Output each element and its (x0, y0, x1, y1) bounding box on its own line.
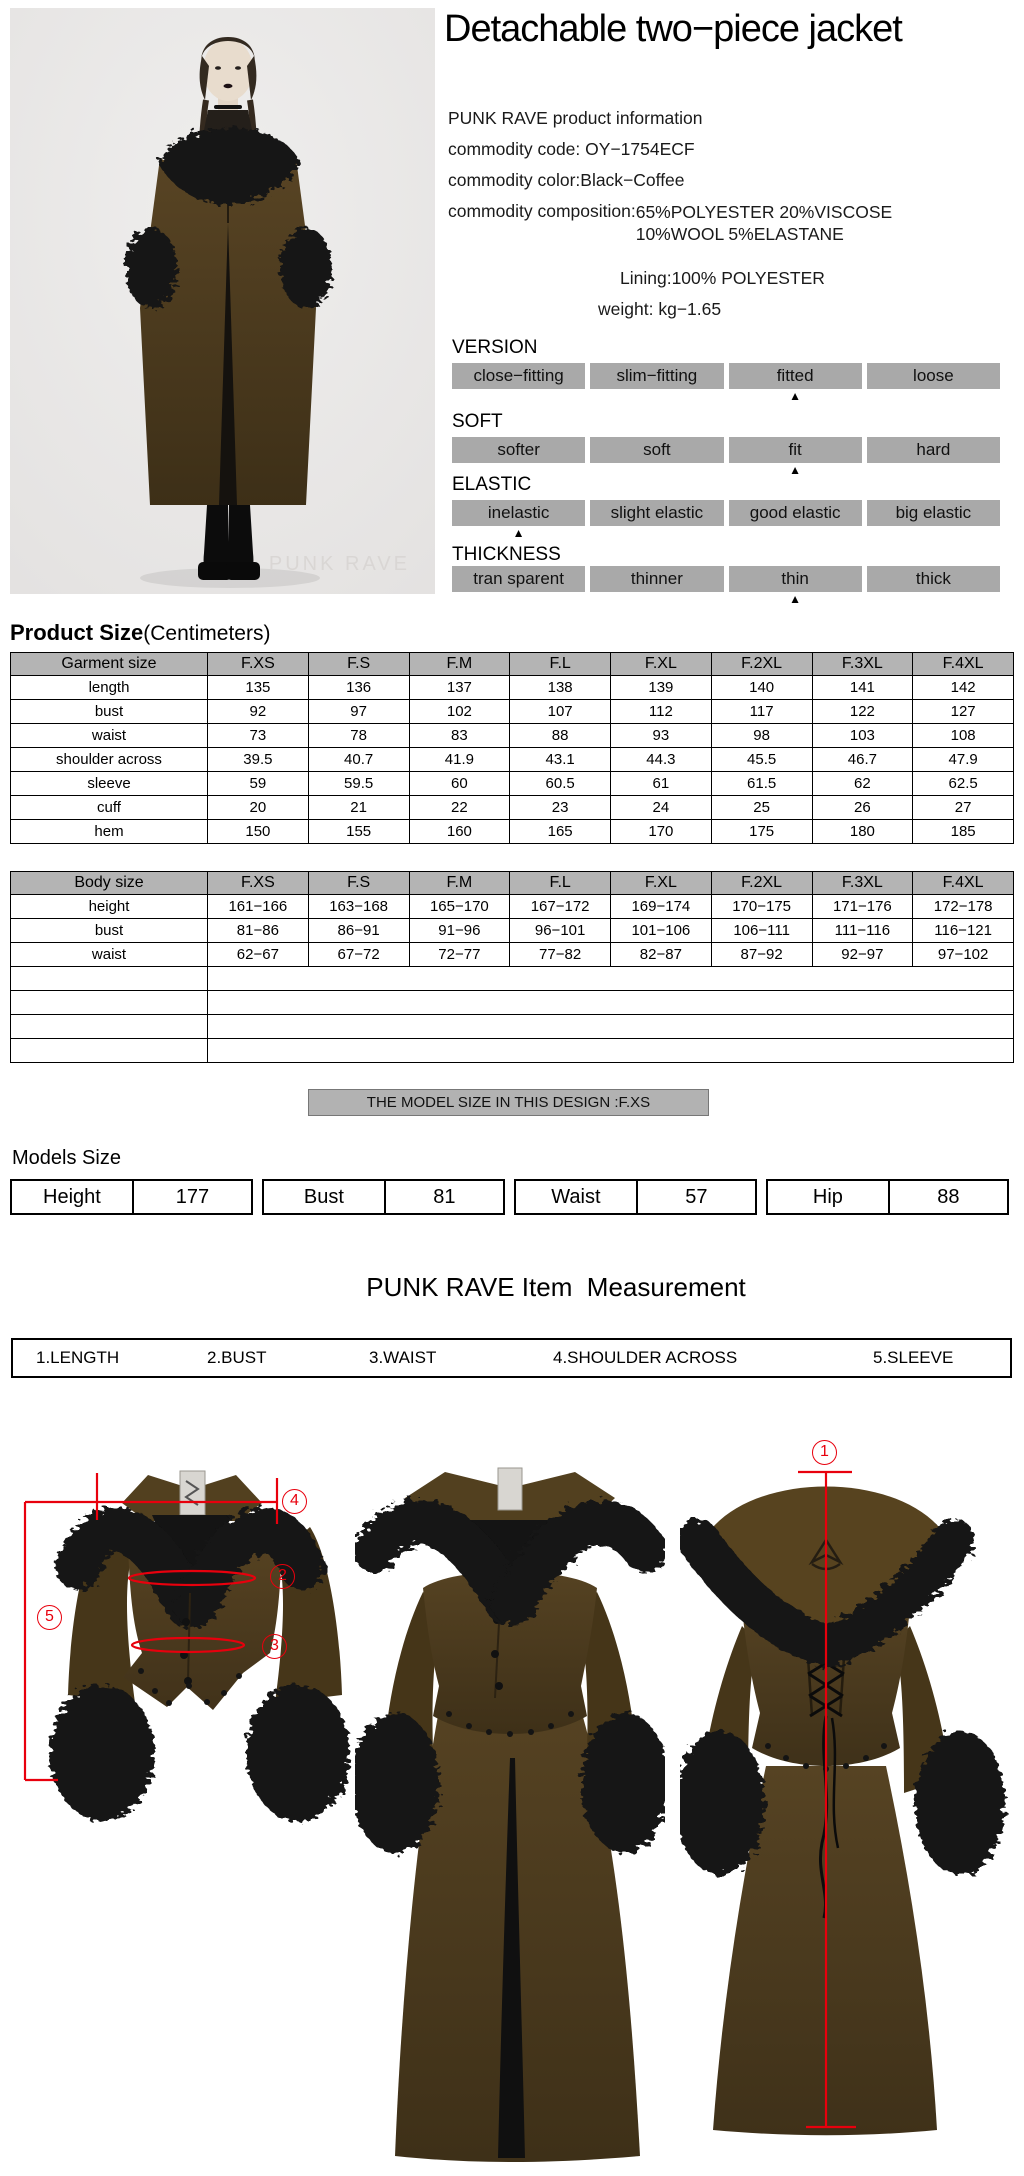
size-title-paren: (Centimeters) (143, 622, 271, 645)
attr-marker-row-soft (452, 464, 1000, 478)
fur-cuff-left (125, 228, 177, 308)
size-cell: 135 (208, 676, 309, 700)
coat-back-image (680, 1448, 1024, 2176)
attr-bar-thickness (452, 566, 1000, 592)
size-column-header: F.M (409, 872, 510, 895)
size-cell: 62 (812, 772, 913, 796)
row-label (11, 991, 208, 1015)
attr-option: inelastic (452, 500, 585, 526)
eye-right (235, 66, 241, 70)
table-row (11, 919, 1014, 943)
info-lining (620, 268, 825, 289)
model-size-banner: THE MODEL SIZE IN THIS DESIGN :F.XS (308, 1089, 709, 1116)
row-label: sleeve (11, 772, 208, 796)
jacket-fur-cuff-right (246, 1685, 350, 1821)
size-cell: 155 (308, 820, 409, 844)
size-cell: 167−172 (510, 895, 611, 919)
size-cell: 21 (308, 796, 409, 820)
garment-size-table (10, 652, 1014, 844)
table-row (11, 772, 1014, 796)
empty-cell (208, 1039, 1014, 1063)
table-header-label: Body size (11, 872, 208, 895)
attr-option: thin (729, 566, 862, 592)
size-cell: 88 (510, 724, 611, 748)
info-weight (598, 299, 721, 320)
legend-waist: 3.WAIST (369, 1348, 437, 1367)
size-cell: 62.5 (913, 772, 1014, 796)
attr-bar-elastic (452, 500, 1000, 526)
jacket-fur-cuff-left (50, 1685, 154, 1821)
fur-cuff-right (280, 228, 332, 308)
legend-length: 1.LENGTH (36, 1348, 120, 1367)
attr-option: fitted (729, 363, 862, 389)
size-cell: 111−116 (812, 919, 913, 943)
size-cell: 122 (812, 700, 913, 724)
model-size-label: Bust (264, 1181, 386, 1213)
size-section-title (10, 620, 270, 646)
composition-label: commodity composition: (448, 201, 636, 221)
table-row (11, 1039, 1014, 1063)
size-column-header: F.XL (611, 653, 712, 676)
size-cell: 61 (611, 772, 712, 796)
size-cell: 127 (913, 700, 1014, 724)
model-size-value: 177 (175, 1186, 210, 1208)
size-cell: 41.9 (409, 748, 510, 772)
platform-sole-right (226, 562, 260, 580)
attr-option: soft (590, 437, 723, 463)
size-cell: 67−72 (308, 943, 409, 967)
size-cell: 163−168 (308, 895, 409, 919)
size-cell: 39.5 (208, 748, 309, 772)
empty-cell (208, 1015, 1014, 1039)
size-cell: 112 (611, 700, 712, 724)
empty-cell (208, 967, 1014, 991)
size-cell: 43.1 (510, 748, 611, 772)
size-cell: 108 (913, 724, 1014, 748)
size-column-header: F.S (308, 653, 409, 676)
callout-bust: 2 (270, 1564, 295, 1589)
attr-bar-soft (452, 437, 1000, 463)
model-size-label: Height (12, 1181, 134, 1213)
legend-shoulder: 4.SHOULDER ACROSS (553, 1348, 738, 1367)
size-cell: 97−102 (913, 943, 1014, 967)
size-cell: 91−96 (409, 919, 510, 943)
attr-option: softer (452, 437, 585, 463)
size-cell: 107 (510, 700, 611, 724)
size-cell: 47.9 (913, 748, 1014, 772)
size-cell: 22 (409, 796, 510, 820)
size-cell: 102 (409, 700, 510, 724)
selected-marker-icon: ▲ (789, 389, 802, 403)
size-cell: 103 (812, 724, 913, 748)
size-cell: 81−86 (208, 919, 309, 943)
size-cell: 137 (409, 676, 510, 700)
size-cell: 40.7 (308, 748, 409, 772)
size-cell: 169−174 (611, 895, 712, 919)
size-cell: 165 (510, 820, 611, 844)
photo-watermark: PUNK RAVE (268, 553, 410, 575)
size-cell: 170 (611, 820, 712, 844)
size-cell: 185 (913, 820, 1014, 844)
attr-option: hard (867, 437, 1000, 463)
row-label (11, 1039, 208, 1063)
attr-option: tran sparent (452, 566, 585, 592)
row-label: bust (11, 700, 208, 724)
weight-value: kg−1.65 (658, 299, 722, 319)
choker (214, 105, 242, 109)
attr-option: fit (729, 437, 862, 463)
attr-marker-row-version (452, 390, 1000, 404)
button (180, 1651, 188, 1659)
attr-marker-row-elastic (452, 527, 1000, 541)
attr-marker-row-thickness (452, 593, 1000, 607)
composition-line2: 10%WOOL 5%ELASTANE (635, 224, 844, 244)
size-cell: 140 (711, 676, 812, 700)
attr-bar-version (452, 363, 1000, 389)
size-cell: 61.5 (711, 772, 812, 796)
row-label: cuff (11, 796, 208, 820)
coat-fur-cuff-left (355, 1713, 439, 1853)
attr-name-soft: SOFT (452, 411, 503, 432)
size-cell: 161−166 (208, 895, 309, 919)
size-cell: 116−121 (913, 919, 1014, 943)
size-cell: 62−67 (208, 943, 309, 967)
models-size-heading: Models Size (12, 1147, 121, 1169)
table-row (11, 796, 1014, 820)
measurement-title: PUNK RAVE Item Measurement (366, 1272, 746, 1302)
legend-bust: 2.BUST (207, 1348, 267, 1367)
size-column-header: F.L (510, 872, 611, 895)
size-cell: 171−176 (812, 895, 913, 919)
size-cell: 97 (308, 700, 409, 724)
row-label: bust (11, 919, 208, 943)
size-cell: 96−101 (510, 919, 611, 943)
coat-fur-cuff-right (581, 1713, 665, 1853)
size-cell: 98 (711, 724, 812, 748)
table-header-row (11, 872, 1014, 895)
size-cell: 20 (208, 796, 309, 820)
size-cell: 60 (409, 772, 510, 796)
size-cell: 180 (812, 820, 913, 844)
size-cell: 172−178 (913, 895, 1014, 919)
table-header-label: Garment size (11, 653, 208, 676)
attr-option: big elastic (867, 500, 1000, 526)
attr-option: thinner (590, 566, 723, 592)
row-label: height (11, 895, 208, 919)
size-column-header: F.2XL (711, 653, 812, 676)
row-label: waist (11, 724, 208, 748)
model-photo-illustration (10, 8, 435, 594)
coat-tag (498, 1468, 522, 1510)
row-label: waist (11, 943, 208, 967)
callout-waist: 3 (262, 1634, 287, 1659)
size-cell: 24 (611, 796, 712, 820)
size-cell: 139 (611, 676, 712, 700)
color-label: commodity color: (448, 170, 581, 190)
size-title-bold: Product Size (10, 620, 144, 645)
table-row (11, 748, 1014, 772)
size-cell: 142 (913, 676, 1014, 700)
table-row (11, 820, 1014, 844)
model-size-label: Waist (516, 1181, 638, 1213)
size-cell: 170−175 (711, 895, 812, 919)
size-cell: 106−111 (711, 919, 812, 943)
face (203, 39, 253, 101)
attr-option: loose (867, 363, 1000, 389)
size-cell: 136 (308, 676, 409, 700)
row-label (11, 1015, 208, 1039)
table-row (11, 676, 1014, 700)
info-composition (448, 201, 892, 245)
size-column-header: F.3XL (812, 653, 913, 676)
attr-option: good elastic (729, 500, 862, 526)
button (491, 1650, 499, 1658)
size-cell: 26 (812, 796, 913, 820)
eye-left (215, 66, 221, 70)
attr-option: close−fitting (452, 363, 585, 389)
table-header-row (11, 653, 1014, 676)
size-cell: 46.7 (812, 748, 913, 772)
size-cell: 83 (409, 724, 510, 748)
size-cell: 93 (611, 724, 712, 748)
code-label: commodity code: (448, 139, 586, 159)
garment-size (10, 652, 1014, 844)
size-cell: 44.3 (611, 748, 712, 772)
size-cell: 165−170 (409, 895, 510, 919)
size-cell: 59.5 (308, 772, 409, 796)
color-value: Black−Coffee (580, 170, 685, 190)
size-cell: 160 (409, 820, 510, 844)
row-label: shoulder across (11, 748, 208, 772)
lining-value: 100% POLYESTER (671, 268, 825, 288)
table-row (11, 895, 1014, 919)
size-column-header: F.3XL (812, 872, 913, 895)
size-cell: 60.5 (510, 772, 611, 796)
body-size-table (10, 871, 1014, 1063)
size-cell: 27 (913, 796, 1014, 820)
size-column-header: F.XL (611, 872, 712, 895)
attr-option: slight elastic (590, 500, 723, 526)
lips (224, 84, 233, 88)
size-cell: 138 (510, 676, 611, 700)
size-cell: 23 (510, 796, 611, 820)
attr-option: thick (867, 566, 1000, 592)
legend-sleeve: 5.SLEEVE (873, 1348, 954, 1367)
size-cell: 78 (308, 724, 409, 748)
jacket-front-image (40, 1455, 370, 1830)
size-cell: 86−91 (308, 919, 409, 943)
size-column-header: F.XS (208, 653, 309, 676)
selected-marker-icon: ▲ (789, 592, 802, 606)
info-code (448, 139, 695, 160)
model-size-label: Hip (768, 1181, 890, 1213)
size-cell: 73 (208, 724, 309, 748)
empty-cell (208, 991, 1014, 1015)
model-size-box-hip (766, 1179, 1009, 1215)
row-label: length (11, 676, 208, 700)
table-row (11, 991, 1014, 1015)
coat-front-image (355, 1458, 665, 2176)
size-cell: 59 (208, 772, 309, 796)
weight-label: weight: (598, 299, 659, 319)
info-heading: PUNK RAVE product information (448, 108, 703, 128)
button (182, 1618, 190, 1626)
table-row (11, 943, 1014, 967)
size-cell: 101−106 (611, 919, 712, 943)
lining-label: Lining: (620, 268, 672, 288)
product-photo (10, 8, 435, 594)
model-size-box-height (10, 1179, 253, 1215)
size-column-header: F.M (409, 653, 510, 676)
attr-name-version: VERSION (452, 337, 538, 358)
composition-value (636, 201, 892, 245)
size-column-header: F.4XL (913, 872, 1014, 895)
size-cell: 92 (208, 700, 309, 724)
model-size-value: 81 (433, 1186, 456, 1208)
size-cell: 77−82 (510, 943, 611, 967)
size-cell: 87−92 (711, 943, 812, 967)
size-cell: 92−97 (812, 943, 913, 967)
measurement-legend (11, 1338, 1012, 1378)
size-cell: 72−77 (409, 943, 510, 967)
callout-shoulder: 4 (282, 1489, 307, 1514)
model-size-value: 88 (937, 1186, 960, 1208)
size-column-header: F.XS (208, 872, 309, 895)
size-cell: 175 (711, 820, 812, 844)
size-column-header: F.2XL (711, 872, 812, 895)
size-column-header: F.L (510, 653, 611, 676)
row-label (11, 967, 208, 991)
size-cell: 117 (711, 700, 812, 724)
attr-name-thickness: THICKNESS (452, 544, 561, 565)
model-size-box-bust (262, 1179, 505, 1215)
page-title: Detachable two−piece jacket (444, 8, 902, 50)
row-label: hem (11, 820, 208, 844)
selected-marker-icon: ▲ (789, 463, 802, 477)
selected-marker-icon: ▲ (512, 526, 525, 540)
size-column-header: F.4XL (913, 653, 1014, 676)
code-value: OY−1754ECF (585, 139, 695, 159)
table-row (11, 967, 1014, 991)
callout-length: 1 (812, 1440, 837, 1465)
model-size-value: 57 (685, 1186, 708, 1208)
callout-sleeve: 5 (37, 1605, 62, 1630)
table-row (11, 724, 1014, 748)
table-row (11, 1015, 1014, 1039)
composition-line1: 65%POLYESTER 20%VISCOSE (635, 202, 893, 222)
size-cell: 150 (208, 820, 309, 844)
attr-name-elastic: ELASTIC (452, 474, 532, 495)
size-cell: 45.5 (711, 748, 812, 772)
size-cell: 25 (711, 796, 812, 820)
size-cell: 141 (812, 676, 913, 700)
button (495, 1682, 503, 1690)
size-column-header: F.S (308, 872, 409, 895)
size-cell: 82−87 (611, 943, 712, 967)
back-fur-cuff-right (915, 1731, 1005, 1875)
model-size-box-waist (514, 1179, 757, 1215)
table-row (11, 700, 1014, 724)
info-color (448, 170, 685, 191)
body-size (10, 871, 1014, 1063)
attr-option: slim−fitting (590, 363, 723, 389)
